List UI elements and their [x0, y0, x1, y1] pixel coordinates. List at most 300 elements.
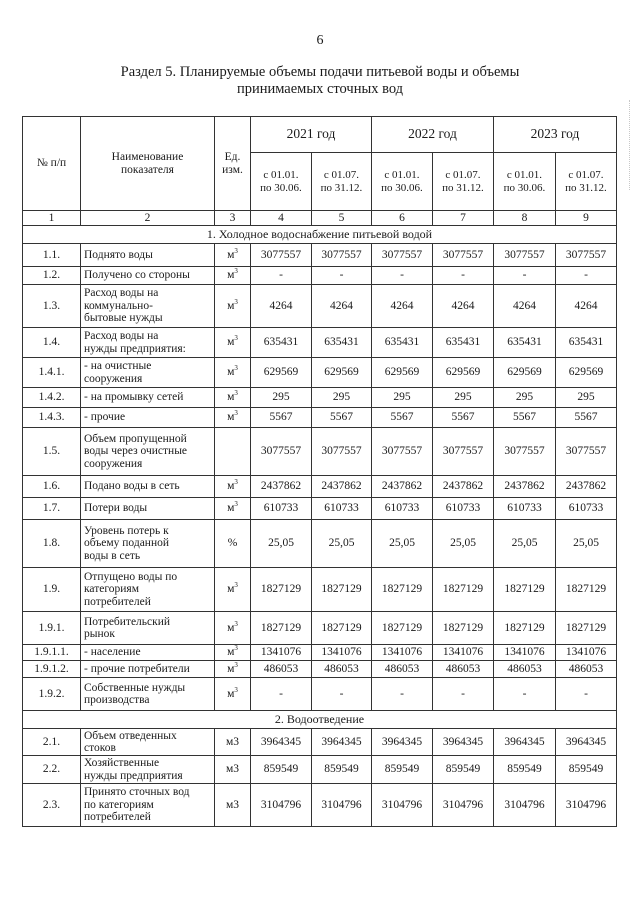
value-cell: 635431 — [494, 328, 556, 358]
value-cell: 3077557 — [251, 244, 312, 267]
unit-superscript: 3 — [234, 581, 238, 590]
column-number-row — [23, 211, 617, 226]
table-row — [23, 568, 617, 612]
value-cell: 635431 — [312, 328, 372, 358]
table-row — [23, 358, 617, 388]
value-cell: 3964345 — [494, 729, 556, 756]
value-cell: 1827129 — [372, 568, 433, 612]
value-cell: 4264 — [494, 285, 556, 328]
table-row — [23, 729, 617, 756]
value-cell: 859549 — [251, 756, 312, 784]
value-cell: 629569 — [312, 358, 372, 388]
value-cell: 610733 — [433, 498, 494, 520]
indicator-name-line: бытовые нужды — [84, 312, 163, 325]
indicator-name-line: объему поданной — [84, 537, 170, 550]
value-cell: - — [251, 678, 312, 711]
value-cell: 2437862 — [372, 476, 433, 498]
indicator-name — [81, 285, 215, 328]
indicator-name-line: - прочие — [84, 411, 126, 424]
header-name-line-1: Наименование — [111, 151, 184, 163]
indicator-name-line: воды через очистные — [84, 445, 188, 458]
value-cell: 2437862 — [433, 476, 494, 498]
value-cell: - — [372, 267, 433, 285]
value-cell: - — [312, 267, 372, 285]
value-cell: 5567 — [251, 408, 312, 428]
value-cell: 629569 — [556, 358, 617, 388]
row-number: 1.4. — [23, 328, 81, 358]
value-cell: 629569 — [372, 358, 433, 388]
indicator-name-line: Объем отведенных — [84, 729, 177, 742]
value-cell: 3077557 — [494, 244, 556, 267]
unit-superscript: 3 — [234, 500, 238, 509]
unit-text: м — [227, 662, 235, 675]
table-row — [23, 498, 617, 520]
value-cell: 859549 — [433, 756, 494, 784]
indicator-name — [81, 388, 215, 408]
unit-superscript: 3 — [234, 389, 238, 398]
indicator-name-line: нужды предприятия — [84, 769, 183, 782]
unit-text: м — [227, 583, 235, 596]
value-cell: 5567 — [433, 408, 494, 428]
table-row — [23, 756, 617, 784]
value-cell: 3964345 — [312, 729, 372, 756]
header-period-b — [312, 153, 372, 211]
value-cell: 3077557 — [312, 428, 372, 476]
unit-cell — [215, 328, 251, 358]
indicator-name-line: стоков — [84, 742, 116, 754]
row-number: 2.1. — [23, 729, 81, 756]
indicator-name-line: Подано воды в сеть — [84, 480, 180, 493]
value-cell: 25,05 — [251, 520, 312, 568]
value-cell: 610733 — [556, 498, 617, 520]
section-heading-drainage: 2. Водоотведение — [23, 711, 617, 729]
value-cell: 629569 — [251, 358, 312, 388]
value-cell: 3964345 — [556, 729, 617, 756]
indicator-name-line: Объем пропущенной — [84, 432, 187, 445]
period-line-1: с 01.07. — [445, 169, 481, 181]
header-period-b — [556, 153, 617, 211]
table-row — [23, 408, 617, 428]
value-cell: 1827129 — [312, 568, 372, 612]
row-number: 1.9.1.2. — [23, 661, 81, 678]
row-number: 1.7. — [23, 498, 81, 520]
unit-cell — [215, 612, 251, 645]
indicator-name-line: категориям — [84, 583, 140, 596]
header-unit — [215, 117, 251, 211]
value-cell: 1341076 — [556, 645, 617, 661]
value-cell: 3104796 — [494, 784, 556, 827]
indicator-name-line: нужды предприятия: — [84, 342, 186, 355]
unit-text: м — [227, 391, 235, 404]
row-number: 1.4.2. — [23, 388, 81, 408]
value-cell: 25,05 — [556, 520, 617, 568]
unit-superscript: 3 — [234, 644, 238, 653]
period-line-1: с 01.07. — [323, 169, 360, 181]
period-line-1: с 01.01. — [263, 169, 299, 181]
table-row — [23, 267, 617, 285]
title-line-1: Раздел 5. Планируемые объемы подачи питьевой воды и объемы — [120, 64, 520, 80]
unit-superscript: 3 — [234, 409, 238, 418]
indicator-name-line: сооружения — [84, 457, 143, 470]
column-number: 5 — [312, 211, 372, 226]
value-cell: 635431 — [433, 328, 494, 358]
value-cell: 486053 — [494, 661, 556, 678]
indicator-name-line: сооружения — [84, 372, 143, 385]
column-number: 9 — [556, 211, 617, 226]
table-row — [23, 520, 617, 568]
header-period-a — [372, 153, 433, 211]
unit-superscript: 3 — [234, 334, 238, 343]
indicator-name-line: Потери воды — [84, 502, 148, 515]
value-cell: 486053 — [433, 661, 494, 678]
period-line-1: с 01.07. — [568, 169, 604, 181]
value-cell: 3077557 — [372, 428, 433, 476]
value-cell: 2437862 — [556, 476, 617, 498]
row-number: 1.4.3. — [23, 408, 81, 428]
row-number: 1.9.1. — [23, 612, 81, 645]
indicator-name — [81, 328, 215, 358]
value-cell: 1341076 — [494, 645, 556, 661]
value-cell: 635431 — [556, 328, 617, 358]
indicator-name — [81, 784, 215, 827]
value-cell: 3104796 — [251, 784, 312, 827]
value-cell: - — [372, 678, 433, 711]
unit-cell — [215, 520, 251, 568]
value-cell: 3077557 — [312, 244, 372, 267]
table-row — [23, 388, 617, 408]
table-row — [23, 784, 617, 827]
value-cell: 3077557 — [433, 428, 494, 476]
indicator-name — [81, 568, 215, 612]
column-number: 2 — [81, 211, 215, 226]
indicator-name — [81, 612, 215, 645]
value-cell: 295 — [494, 388, 556, 408]
unit-cell — [215, 388, 251, 408]
value-cell: - — [494, 267, 556, 285]
value-cell: 3077557 — [556, 428, 617, 476]
value-cell: 610733 — [312, 498, 372, 520]
section-title — [40, 64, 600, 98]
table-row — [23, 244, 617, 267]
row-number: 1.2. — [23, 267, 81, 285]
unit-text: м — [227, 269, 235, 282]
header-unit-line-2: изм. — [222, 163, 243, 176]
value-cell: 1827129 — [556, 612, 617, 645]
indicator-name-line: - на очистные — [84, 360, 152, 372]
value-cell: 1827129 — [494, 568, 556, 612]
column-number: 4 — [251, 211, 312, 226]
value-cell: 1827129 — [372, 612, 433, 645]
indicator-name — [81, 661, 215, 678]
row-number: 1.3. — [23, 285, 81, 328]
value-cell: - — [433, 267, 494, 285]
value-cell: 3077557 — [372, 244, 433, 267]
row-number: 1.9. — [23, 568, 81, 612]
unit-cell — [215, 285, 251, 328]
unit-text: % — [227, 537, 238, 550]
period-line-2: по 30.06. — [381, 181, 423, 194]
indicator-name-line: воды в сеть — [84, 549, 141, 562]
indicator-name-line: Принято сточных вод — [84, 786, 190, 799]
indicator-name-line: Уровень потерь к — [84, 524, 169, 537]
indicator-name-line: потребителей — [84, 595, 151, 608]
value-cell: 486053 — [556, 661, 617, 678]
value-cell: 3104796 — [372, 784, 433, 827]
value-cell: 610733 — [372, 498, 433, 520]
unit-text: м — [227, 687, 235, 700]
value-cell: 1827129 — [433, 568, 494, 612]
indicator-name-line: - население — [84, 646, 141, 659]
column-number: 3 — [215, 211, 251, 226]
value-cell: - — [433, 678, 494, 711]
table-row — [23, 645, 617, 661]
indicator-name — [81, 678, 215, 711]
value-cell: 295 — [312, 388, 372, 408]
value-cell: 1341076 — [372, 645, 433, 661]
unit-text: м3 — [225, 735, 240, 748]
table-row — [23, 678, 617, 711]
header-name-line-2: показателя — [121, 163, 174, 176]
unit-text: м — [227, 366, 235, 379]
value-cell: 5567 — [372, 408, 433, 428]
period-line-2: по 31.12. — [565, 181, 607, 194]
value-cell: 486053 — [372, 661, 433, 678]
unit-superscript: 3 — [234, 364, 238, 373]
indicator-name-line: Расход воды на — [84, 287, 159, 300]
unit-cell — [215, 498, 251, 520]
row-number: 2.2. — [23, 756, 81, 784]
value-cell: 295 — [433, 388, 494, 408]
indicator-name — [81, 498, 215, 520]
value-cell: 1827129 — [251, 568, 312, 612]
value-cell: 1341076 — [251, 645, 312, 661]
period-line-2: по 31.12. — [320, 181, 363, 194]
value-cell: 25,05 — [494, 520, 556, 568]
value-cell: 2437862 — [312, 476, 372, 498]
header-year-2022: 2022 год — [372, 117, 494, 153]
indicator-name — [81, 408, 215, 428]
row-number: 1.1. — [23, 244, 81, 267]
scan-edge-mark — [629, 100, 634, 190]
period-line-1: с 01.01. — [506, 169, 543, 181]
column-number: 1 — [23, 211, 81, 226]
unit-superscript: 3 — [234, 267, 238, 276]
value-cell: 859549 — [494, 756, 556, 784]
indicator-name-line: коммунально- — [84, 299, 153, 312]
unit-superscript: 3 — [234, 297, 238, 306]
value-cell: - — [494, 678, 556, 711]
period-line-2: по 30.06. — [503, 181, 546, 194]
value-cell: 635431 — [251, 328, 312, 358]
value-cell: - — [556, 678, 617, 711]
value-cell: 4264 — [372, 285, 433, 328]
unit-cell — [215, 267, 251, 285]
unit-superscript: 3 — [234, 660, 238, 669]
value-cell: 4264 — [556, 285, 617, 328]
title-line-2: принимаемых сточных вод — [236, 81, 404, 97]
value-cell: 629569 — [433, 358, 494, 388]
value-cell: 1341076 — [433, 645, 494, 661]
table-row — [23, 476, 617, 498]
indicator-name-line: Потребительский — [84, 615, 171, 628]
unit-text: м3 — [225, 763, 240, 776]
table-row — [23, 285, 617, 328]
page-number: 6 — [316, 33, 324, 48]
column-number: 8 — [494, 211, 556, 226]
unit-text: м — [227, 621, 235, 634]
unit-cell — [215, 244, 251, 267]
unit-cell — [215, 476, 251, 498]
value-cell: 1827129 — [433, 612, 494, 645]
unit-cell — [215, 661, 251, 678]
value-cell: 3077557 — [494, 428, 556, 476]
header-year-2021: 2021 год — [251, 117, 372, 153]
header-period-b — [433, 153, 494, 211]
indicator-name — [81, 645, 215, 661]
unit-superscript: 3 — [234, 246, 238, 255]
value-cell: 3077557 — [556, 244, 617, 267]
value-cell: 859549 — [372, 756, 433, 784]
header-num: № п/п — [23, 117, 81, 211]
unit-cell — [215, 428, 251, 476]
unit-cell — [215, 568, 251, 612]
unit-text: м — [227, 480, 235, 493]
value-cell: 1827129 — [556, 568, 617, 612]
unit-cell — [215, 678, 251, 711]
unit-superscript: 3 — [234, 478, 238, 487]
section-heading-cold-water-row — [23, 226, 617, 244]
value-cell: 25,05 — [433, 520, 494, 568]
row-number: 1.9.1.1. — [23, 645, 81, 661]
value-cell: 2437862 — [494, 476, 556, 498]
indicator-name-line: Собственные нужды — [84, 681, 186, 694]
value-cell: 295 — [251, 388, 312, 408]
value-cell: 1827129 — [312, 612, 372, 645]
value-cell: 4264 — [251, 285, 312, 328]
indicator-name — [81, 428, 215, 476]
header-name — [81, 117, 215, 211]
value-cell: 3964345 — [251, 729, 312, 756]
period-line-2: по 30.06. — [260, 181, 302, 194]
unit-text: м3 — [225, 798, 240, 811]
row-number: 1.4.1. — [23, 358, 81, 388]
value-cell: 295 — [372, 388, 433, 408]
unit-text: м — [227, 336, 235, 349]
indicator-name-line: Получено со стороны — [84, 269, 190, 282]
indicator-name — [81, 476, 215, 498]
unit-text: м — [227, 646, 235, 659]
section-heading-drainage-row — [23, 711, 617, 729]
value-cell: 25,05 — [312, 520, 372, 568]
value-cell: 3964345 — [433, 729, 494, 756]
indicator-name-line: Поднято воды — [84, 248, 153, 261]
header-year-2023: 2023 год — [494, 117, 617, 153]
value-cell: 3104796 — [312, 784, 372, 827]
unit-cell — [215, 756, 251, 784]
indicator-name — [81, 267, 215, 285]
period-line-1: с 01.01. — [384, 169, 420, 181]
table-row — [23, 661, 617, 678]
value-cell: 25,05 — [372, 520, 433, 568]
table-row — [23, 428, 617, 476]
period-line-2: по 31.12. — [442, 181, 484, 194]
unit-text: м — [227, 299, 235, 312]
value-cell: 2437862 — [251, 476, 312, 498]
value-cell: 486053 — [312, 661, 372, 678]
value-cell: 295 — [556, 388, 617, 408]
value-cell: 3077557 — [433, 244, 494, 267]
table-row — [23, 612, 617, 645]
value-cell: 5567 — [556, 408, 617, 428]
header-period-a — [251, 153, 312, 211]
value-cell: 5567 — [312, 408, 372, 428]
unit-text: м — [227, 248, 235, 261]
value-cell: 610733 — [494, 498, 556, 520]
indicator-name-line: Хозяйственные — [84, 757, 160, 769]
value-cell: 486053 — [251, 661, 312, 678]
row-number: 2.3. — [23, 784, 81, 827]
value-cell: 3104796 — [556, 784, 617, 827]
value-cell: 3077557 — [251, 428, 312, 476]
indicator-name-line: потребителей — [84, 811, 151, 824]
indicator-name — [81, 520, 215, 568]
value-cell: 4264 — [312, 285, 372, 328]
indicator-name — [81, 756, 215, 784]
value-cell: - — [556, 267, 617, 285]
value-cell: 1827129 — [251, 612, 312, 645]
row-number: 1.6. — [23, 476, 81, 498]
unit-superscript: 3 — [234, 619, 238, 628]
value-cell: 1341076 — [312, 645, 372, 661]
header-unit-line-1: Ед. — [224, 151, 241, 163]
value-cell: 5567 — [494, 408, 556, 428]
value-cell: 635431 — [372, 328, 433, 358]
value-cell: 4264 — [433, 285, 494, 328]
water-volumes-table — [22, 116, 617, 827]
unit-cell — [215, 645, 251, 661]
indicator-name-line: Отпущено воды по — [84, 570, 178, 583]
value-cell: 859549 — [556, 756, 617, 784]
indicator-name-line: рынок — [84, 628, 115, 640]
row-number: 1.8. — [23, 520, 81, 568]
value-cell: 1827129 — [494, 612, 556, 645]
unit-text: м — [227, 502, 235, 515]
header-row-years — [23, 117, 617, 153]
value-cell: 610733 — [251, 498, 312, 520]
row-number: 1.9.2. — [23, 678, 81, 711]
value-cell: 629569 — [494, 358, 556, 388]
indicator-name — [81, 729, 215, 756]
indicator-name — [81, 358, 215, 388]
value-cell: 3104796 — [433, 784, 494, 827]
unit-cell — [215, 358, 251, 388]
value-cell: 3964345 — [372, 729, 433, 756]
column-number: 6 — [372, 211, 433, 226]
indicator-name-line: - прочие потребители — [84, 662, 190, 675]
unit-cell — [215, 408, 251, 428]
value-cell: 859549 — [312, 756, 372, 784]
unit-superscript: 3 — [234, 685, 238, 694]
section-heading-cold-water: 1. Холодное водоснабжение питьевой водой — [23, 226, 617, 244]
unit-text: м — [227, 411, 235, 424]
indicator-name-line: производства — [84, 694, 150, 706]
unit-cell — [215, 784, 251, 827]
indicator-name — [81, 244, 215, 267]
value-cell: - — [312, 678, 372, 711]
unit-cell — [215, 729, 251, 756]
value-cell: - — [251, 267, 312, 285]
indicator-name-line: по категориям — [84, 798, 154, 811]
